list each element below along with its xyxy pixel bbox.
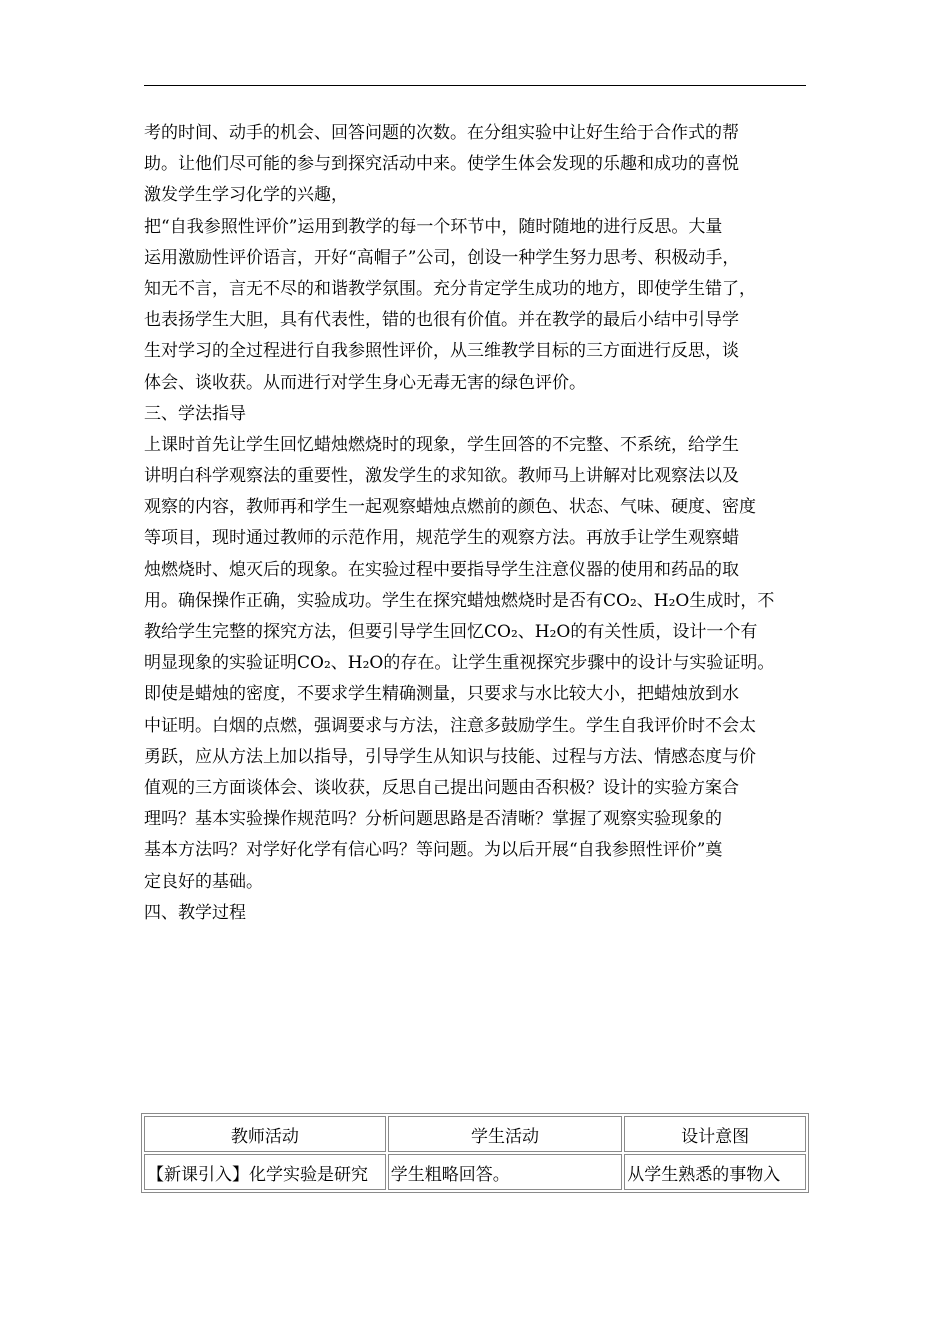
- header-rule: [144, 85, 806, 86]
- table-row: [144, 1154, 806, 1190]
- text-line: 讲明白科学观察法的重要性，激发学生的求知欲。教师马上讲解对比观察法以及: [144, 466, 739, 487]
- teaching-process-table: [141, 1113, 809, 1193]
- text-line: 体会、谈收获。从而进行对学生身心无毒无害的绿色评价。: [144, 372, 586, 393]
- text-line: 即使是蜡烛的密度，不要求学生精确测量，只要求与水比较大小，把蜡烛放到水: [144, 684, 739, 705]
- table-header-student: 学生活动: [388, 1116, 623, 1152]
- table-header-intent: 设计意图: [624, 1116, 806, 1152]
- paragraph-evaluation: [144, 212, 824, 399]
- text-line: 激发学生学习化学的兴趣，: [144, 185, 348, 206]
- text-line: 考的时间、动手的机会、回答问题的次数。在分组实验中让好生给于合作式的帮: [144, 123, 739, 143]
- text-line: 勇跃，应从方法上加以指导，引导学生从知识与技能、过程与方法、情感态度与价: [144, 746, 756, 767]
- text-line: 值观的三方面谈体会、谈收获，反思自己提出问题由否积极？设计的实验方案合: [144, 777, 739, 798]
- paragraph-motivation: [144, 118, 824, 212]
- text-line: 用。确保操作正确，实验成功。学生在探究蜡烛燃烧时是否有CO₂、H₂O生成时，不: [144, 590, 775, 611]
- text-line: 定良好的基础。: [144, 871, 263, 892]
- text-line: 把“自我参照性评价”运用到教学的每一个环节中，随时随地的进行反思。大量: [144, 216, 723, 237]
- table-cell: 从学生熟悉的事物入: [624, 1154, 806, 1190]
- text-line: 观察的内容，教师再和学生一起观察蜡烛点燃前的颜色、状态、气味、硬度、密度: [144, 497, 756, 518]
- text-line: 理吗？基本实验操作规范吗？分析问题思路是否清晰？掌握了观察实验现象的: [144, 809, 722, 830]
- section-heading-learning-method: 三、学法指导: [144, 403, 246, 424]
- text-line: 明显现象的实验证明CO₂、H₂O的存在。让学生重视探究步骤中的设计与实验证明。: [144, 653, 775, 674]
- table-cell: 【新课引入】化学实验是研究: [144, 1154, 386, 1190]
- text-line: 教给学生完整的探究方法，但要引导学生回忆CO₂、H₂O的有关性质，设计一个有: [144, 622, 758, 642]
- section-heading-teaching-process: 四、教学过程: [144, 902, 246, 923]
- text-line: 生对学习的全过程进行自我参照性评价，从三维教学目标的三方面进行反思，谈: [144, 341, 739, 362]
- text-line: 知无不言，言无不尽的和谐教学氛围。充分肯定学生成功的地方，即使学生错了，: [144, 278, 756, 299]
- text-line: 助。让他们尽可能的参与到探究活动中来。使学生体会发现的乐趣和成功的喜悦: [144, 154, 739, 175]
- text-line: 烛燃烧时、熄灭后的现象。在实验过程中要指导学生注意仪器的使用和药品的取: [144, 559, 739, 580]
- text-line: 基本方法吗？对学好化学有信心吗？等问题。为以后开展“自我参照性评价”奠: [144, 840, 723, 861]
- text-line: 也表扬学生大胆，具有代表性，错的也很有价值。并在教学的最后小结中引导学: [144, 310, 739, 331]
- text-line: 等项目，现时通过教师的示范作用，规范学生的观察方法。再放手让学生观察蜡: [144, 528, 739, 549]
- table-cell: 学生粗略回答。: [388, 1154, 623, 1190]
- text-line: 运用激励性评价语言，开好“高帽子”公司，创设一种学生努力思考、积极动手，: [144, 247, 740, 268]
- paragraph-learning-method: [144, 430, 824, 898]
- text-line: 上课时首先让学生回忆蜡烛燃烧时的现象，学生回答的不完整、不系统，给学生: [144, 434, 739, 455]
- table-header-row: [144, 1116, 806, 1152]
- table-header-teacher: 教师活动: [144, 1116, 386, 1152]
- body-text: [144, 118, 824, 929]
- text-line: 中证明。白烟的点燃，强调要求与方法，注意多鼓励学生。学生自我评价时不会太: [144, 715, 756, 736]
